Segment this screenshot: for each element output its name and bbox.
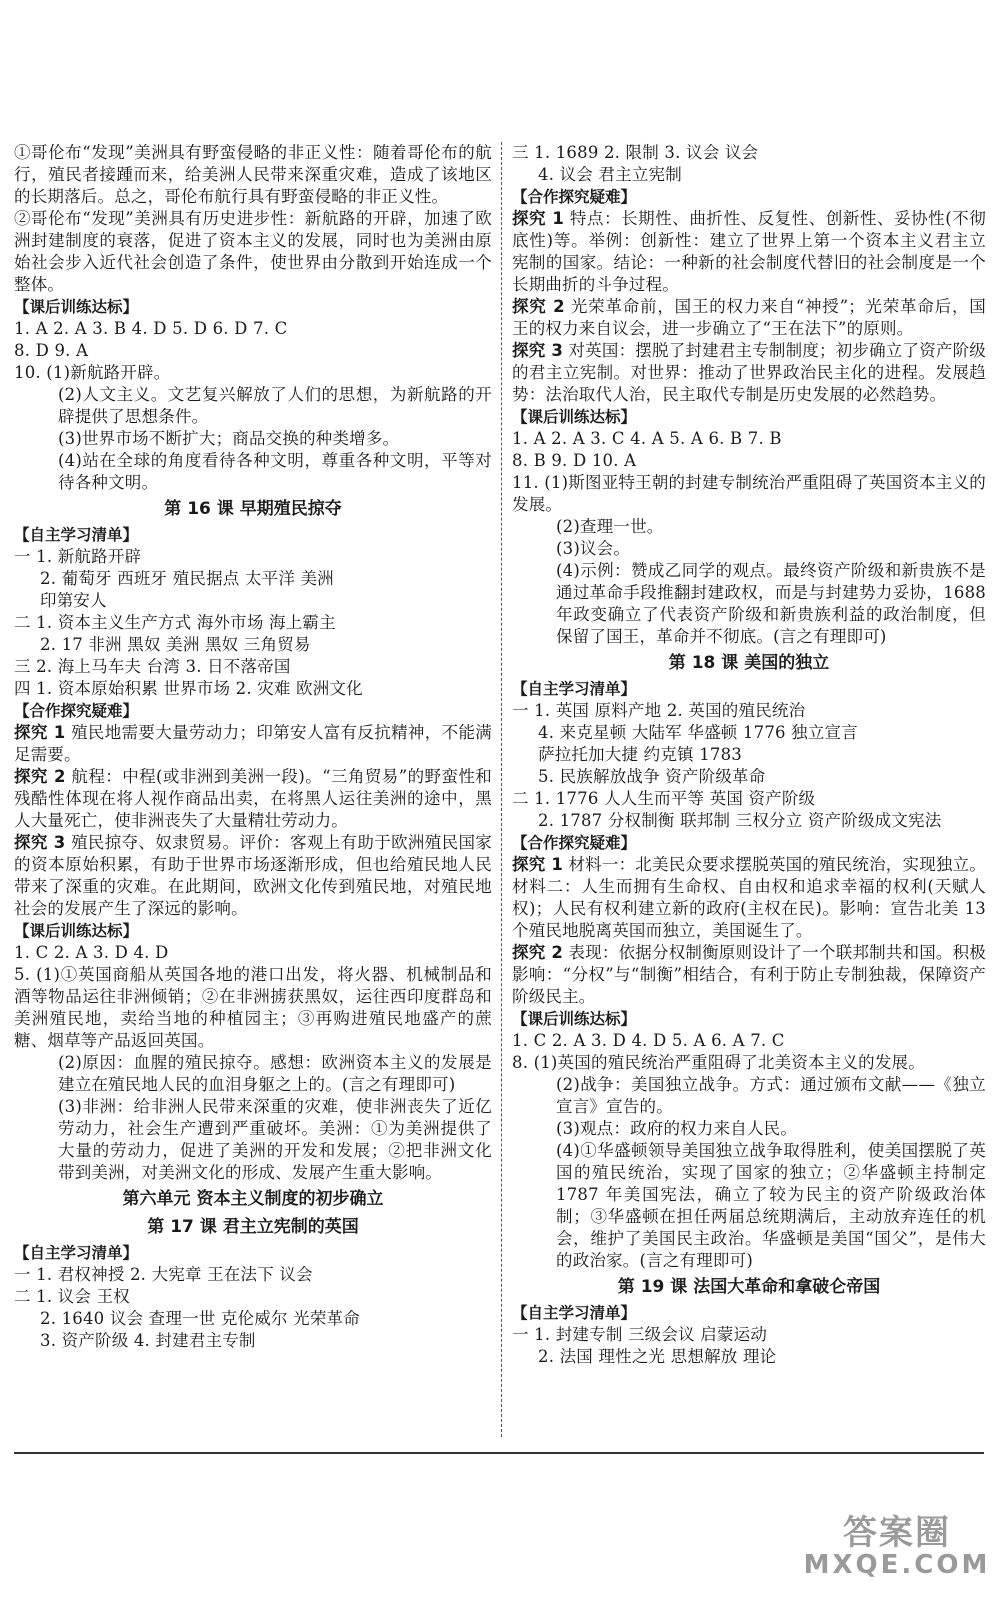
answer-line: ①哥伦布“发现”美洲具有野蛮侵略的非正义性：随着哥伦布的航行，殖民者接踵而来，给美洲人民带来深重灾难，造成了该地区的长期落后。总之，哥伦布航行具有野蛮侵略的非正义性。 [14,143,492,206]
answer-line: 萨拉托加大捷 约克镇 1783 [538,745,742,764]
answer-line: 3. 资产阶级 4. 封建君主专制 [40,1331,256,1350]
lesson-title: 第 19 课 法国大革命和拿破仑帝国 [617,1277,881,1297]
answer-line: 三 1. 1689 2. 限制 3. 议会 议会 [512,143,759,162]
answer-line: 5. (1)①英国商船从英国各地的港口出发，将火器、机械制品和酒等物品运往非洲倾销；②在非洲掳获黑奴，运往西印度群岛和美洲殖民地，卖给当地的种植园主；③再购进殖民地盛产的蔗糖、烟草等产品返回英国。 [14,965,492,1050]
inquiry-answer [14,766,492,832]
answer-line: 1. A 2. A 3. C 4. A 5. A 6. B 7. B [512,429,782,448]
inquiry-text: 对英国：摆脱了封建君主专制制度；初步确立了资产阶级的君主立宪制。对世界：推动了世界政治民主化的进程。发展趋势：法治取代人治，民主取代专制是历史发展的必然趋势。 [512,341,986,404]
inquiry-answer [512,854,986,942]
answer-line: 2. 葡萄牙 西班牙 殖民据点 太平洋 美洲 [40,569,334,588]
answer-line: 一 1. 封建专制 三级会议 启蒙运动 [512,1325,768,1344]
answer-line: (2)原因：血腥的殖民掠夺。感想：欧洲资本主义的发展是建立在殖民地人民的血泪身躯之上的。(言之有理即可) [58,1053,492,1094]
answer-line: 2. 17 非洲 黑奴 美洲 黑奴 三角贸易 [40,635,311,654]
answer-line: 4. 来克星顿 大陆军 华盛顿 1776 独立宣言 [538,723,858,742]
right-column [512,142,986,1368]
lesson-title: 第 17 课 君主立宪制的英国 [147,1217,359,1237]
section-heading: 【课后训练达标】 [14,922,139,940]
answer-line: (3)非洲：给非洲人民带来深重的灾难，使非洲丧失了近亿劳动力，社会生产遭到严重破坏。美洲：①为美洲提供了大量的劳动力，促进了美洲的开发和发展；②把非洲文化带到美洲，对美洲文化的形成、发展产生重大影响。 [58,1097,492,1182]
answer-line: 2. 1640 议会 查理一世 克伦威尔 光荣革命 [40,1309,360,1328]
lesson-title: 第 16 课 早期殖民掠夺 [164,499,342,519]
inquiry-answer [512,208,986,296]
section-heading: 【合作探究疑难】 [512,834,637,852]
section-heading: 【自主学习清单】 [512,680,637,698]
column-divider [501,142,502,1437]
answer-line: (3)议会。 [556,539,631,558]
inquiry-label: 探究 1 [14,723,66,742]
answer-line: 三 2. 海上马车夫 台湾 3. 日不落帝国 [14,657,291,676]
answer-line: (4)站在全球的角度看待各种文明，尊重各种文明，平等对待各种文明。 [58,451,492,492]
section-heading: 【合作探究疑难】 [512,188,637,206]
answer-line: 1. C 2. A 3. D 4. D 5. A 6. A 7. C [512,1031,785,1050]
answer-line: 一 1. 英国 原料产地 2. 英国的殖民统治 [512,701,806,720]
answer-line: (3)观点：政府的权力来自人民。 [556,1119,798,1138]
section-heading: 【合作探究疑难】 [14,702,139,720]
inquiry-text: 光荣革命前，国王的权力来自“神授”；光荣革命后，国王的权力来自议会，进一步确立了“王在法下”的原则。 [512,297,986,338]
inquiry-label: 探究 3 [14,833,66,852]
answer-line: 二 1. 1776 人人生而平等 英国 资产阶级 [512,789,816,808]
answer-line: 一 1. 新航路开辟 [14,547,142,566]
answer-line: 5. 民族解放战争 资产阶级革命 [538,767,766,786]
lesson-title: 第六单元 资本主义制度的初步确立 [122,1189,384,1209]
inquiry-text: 航程：中程(或非洲到美洲一段)。“三角贸易”的野蛮性和残酷性体现在将人视作商品出卖，在将黑人运往美洲的途中，黑人大量死亡，使非洲丧失了大量精壮劳动力。 [14,767,492,830]
section-heading: 【课后训练达标】 [14,298,139,316]
lesson-title: 第 18 课 美国的独立 [668,653,830,673]
answer-line: 8. D 9. A [14,341,89,360]
answer-line: (2)人文主义。文艺复兴解放了人们的思想，为新航路的开辟提供了思想条件。 [58,385,492,426]
watermark-logo [803,1512,991,1582]
inquiry-answer [512,942,986,1008]
inquiry-answer [512,340,986,406]
answer-line: 8. (1)英国的殖民统治严重阻碍了北美资本主义的发展。 [512,1053,925,1072]
answer-line: (2)查理一世。 [556,517,664,536]
section-heading: 【课后训练达标】 [512,1010,637,1028]
inquiry-answer [14,722,492,766]
answer-line: 一 1. 君权神授 2. 大宪章 王在法下 议会 [14,1265,313,1284]
answer-line: (4)示例：赞成乙同学的观点。最终资产阶级和新贵族不是通过革命手段推翻封建政权，而是与封建势力妥协，1688年政变确立了代表资产阶级和新贵族利益的政治制度，但保留了国王，革命并不彻底。(言之有理即可) [556,561,986,646]
answer-line: 二 1. 资本主义生产方式 海外市场 海上霸主 [14,613,336,632]
inquiry-text: 表现：依据分权制衡原则设计了一个联邦制共和国。积极影响：“分权”与“制衡”相结合，有利于防止专制独裁，保障资产阶级民主。 [512,943,986,1006]
inquiry-label: 探究 2 [512,943,564,962]
answer-line: 2. 1787 分权制衡 联邦制 三权分立 资产阶级成文宪法 [538,811,942,830]
section-heading: 【自主学习清单】 [512,1304,637,1322]
inquiry-text: 材料一：北美民众要求摆脱英国的殖民统治，实现独立。材料二：人生而拥有生命权、自由权和追求幸福的权利(天赋人权)；人民有权利建立新的政府(主权在民)。影响：宣告北美 13 个殖民地脱离英国而独立，美国诞生了。 [512,855,986,940]
inquiry-label: 探究 1 [512,209,565,228]
answer-line: (3)世界市场不断扩大；商品交换的种类增多。 [58,429,400,448]
inquiry-answer [14,832,492,920]
bottom-rule [14,1452,984,1454]
inquiry-label: 探究 1 [512,855,564,874]
section-heading: 【自主学习清单】 [14,1244,139,1262]
answer-line: 10. (1)新航路开辟。 [14,363,171,382]
answer-line: 1. C 2. A 3. D 4. D [14,943,169,962]
answer-line: 8. B 9. D 10. A [512,451,637,470]
inquiry-label: 探究 2 [512,297,565,316]
answer-line: ②哥伦布“发现”美洲具有历史进步性：新航路的开辟，加速了欧洲封建制度的衰落，促进了资本主义的发展，同时也为美洲由原始社会步入近代社会创造了条件，使世界由分散到开始连成一个整体。 [14,209,492,294]
answer-line: 四 1. 资本原始积累 世界市场 2. 灾难 欧洲文化 [14,679,363,698]
answer-line: 11. (1)斯图亚特王朝的封建专制统治严重阻碍了英国资本主义的发展。 [512,473,986,514]
inquiry-answer [512,296,986,340]
watermark-top: 答案圈 [843,1513,951,1553]
inquiry-text: 特点：长期性、曲折性、反复性、创新性、妥协性(不彻底性)等。举例：创新性：建立了世界上第一个资本主义君主立宪制的国家。结论：一种新的社会制度代替旧的社会制度是一个长期曲折的斗争过程。 [512,209,986,294]
answer-line: 1. A 2. A 3. B 4. D 5. D 6. D 7. C [14,319,288,338]
answer-line: (4)①华盛顿领导美国独立战争取得胜利，使美国摆脱了英国的殖民统治，实现了国家的独立；②华盛顿主持制定 1787 年美国宪法，确立了较为民主的资产阶级政治体制；③华盛顿在担任两届总统期满后，主动放弃连任的机会，维护了美国民主政治。华盛顿是美国“国父”，是伟大的政治家。(言之有理即可) [556,1141,986,1270]
inquiry-text: 殖民掠夺、奴隶贸易。评价：客观上有助于欧洲殖民国家的资本原始积累，有助于世界市场逐渐形成，但也给殖民地人民带来了深重的灾难。在此期间，欧洲文化传到殖民地，对殖民地社会的发展产生了深远的影响。 [14,833,493,918]
inquiry-label: 探究 2 [14,767,66,786]
section-heading: 【自主学习清单】 [14,526,139,544]
inquiry-label: 探究 3 [512,341,564,360]
watermark-bottom: MXQE.COM [803,1550,991,1580]
answer-line: 二 1. 议会 王权 [14,1287,130,1306]
left-column [14,142,492,1352]
section-heading: 【课后训练达标】 [512,408,637,426]
inquiry-text: 殖民地需要大量劳动力；印第安人富有反抗精神，不能满足需要。 [14,723,493,764]
answer-line: 印第安人 [40,591,107,610]
answer-line: (2)战争：美国独立战争。方式：通过颁布文献——《独立宣言》宣告的。 [556,1075,986,1116]
answer-line: 2. 法国 理性之光 思想解放 理论 [538,1347,777,1366]
answer-line: 4. 议会 君主立宪制 [538,165,682,184]
